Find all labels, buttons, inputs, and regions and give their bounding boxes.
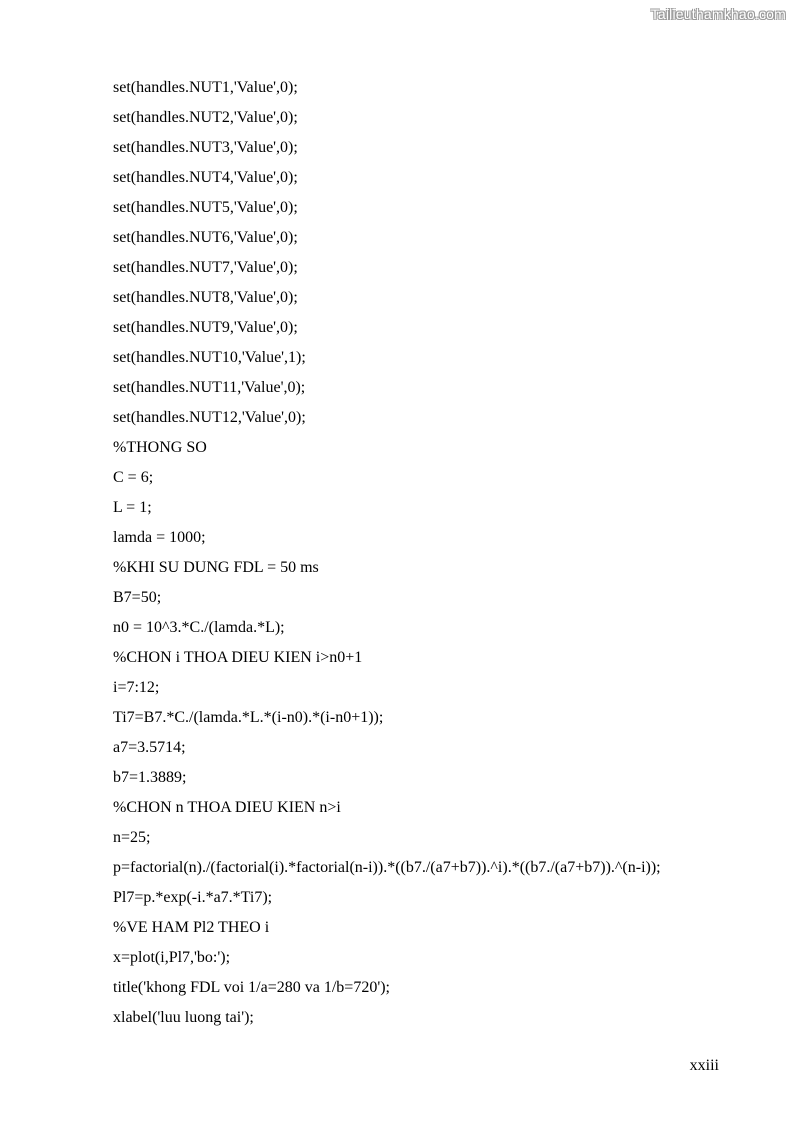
code-line: lamda = 1000; — [113, 529, 206, 546]
code-comment: %CHON n THOA DIEU KIEN n>i — [113, 799, 341, 816]
code-line: set(handles.NUT10,'Value',1); — [113, 349, 306, 366]
code-line: set(handles.NUT2,'Value',0); — [113, 109, 298, 126]
page-number: xxiii — [689, 1057, 719, 1074]
code-line: p=factorial(n)./(factorial(i).*factorial(n-i)).*((b7./(a7+b7)).^i).*((b7./(a7+b7)).^(n-i)); — [113, 859, 661, 876]
code-line: C = 6; — [113, 469, 154, 486]
watermark-logo: Tailieuthamkhao.com — [650, 6, 786, 22]
code-line: set(handles.NUT11,'Value',0); — [113, 379, 306, 396]
code-line: i=7:12; — [113, 679, 160, 696]
code-line: title('khong FDL voi 1/a=280 va 1/b=720'); — [113, 979, 390, 996]
code-line: set(handles.NUT9,'Value',0); — [113, 319, 298, 336]
code-line: L = 1; — [113, 499, 152, 516]
code-comment: %THONG SO — [113, 439, 207, 456]
code-line: b7=1.3889; — [113, 769, 187, 786]
code-line: set(handles.NUT6,'Value',0); — [113, 229, 298, 246]
code-line: a7=3.5714; — [113, 739, 186, 756]
code-line: xlabel('luu luong tai'); — [113, 1009, 254, 1026]
code-line: set(handles.NUT3,'Value',0); — [113, 139, 298, 156]
code-line: x=plot(i,Pl7,'bo:'); — [113, 949, 231, 966]
code-line: set(handles.NUT1,'Value',0); — [113, 79, 298, 96]
code-line: set(handles.NUT12,'Value',0); — [113, 409, 306, 426]
code-comment: %KHI SU DUNG FDL = 50 ms — [113, 559, 319, 576]
code-line: Pl7=p.*exp(-i.*a7.*Ti7); — [113, 889, 273, 906]
code-line: Ti7=B7.*C./(lamda.*L.*(i-n0).*(i-n0+1)); — [113, 709, 384, 726]
code-line: n=25; — [113, 829, 151, 846]
code-line: B7=50; — [113, 589, 162, 606]
code-line: set(handles.NUT4,'Value',0); — [113, 169, 298, 186]
code-line: n0 = 10^3.*C./(lamda.*L); — [113, 619, 285, 636]
code-line: set(handles.NUT5,'Value',0); — [113, 199, 298, 216]
code-comment: %CHON i THOA DIEU KIEN i>n0+1 — [113, 649, 363, 666]
code-line: set(handles.NUT8,'Value',0); — [113, 289, 298, 306]
code-listing — [113, 73, 753, 1033]
code-comment: %VE HAM Pl2 THEO i — [113, 919, 270, 936]
code-line: set(handles.NUT7,'Value',0); — [113, 259, 298, 276]
